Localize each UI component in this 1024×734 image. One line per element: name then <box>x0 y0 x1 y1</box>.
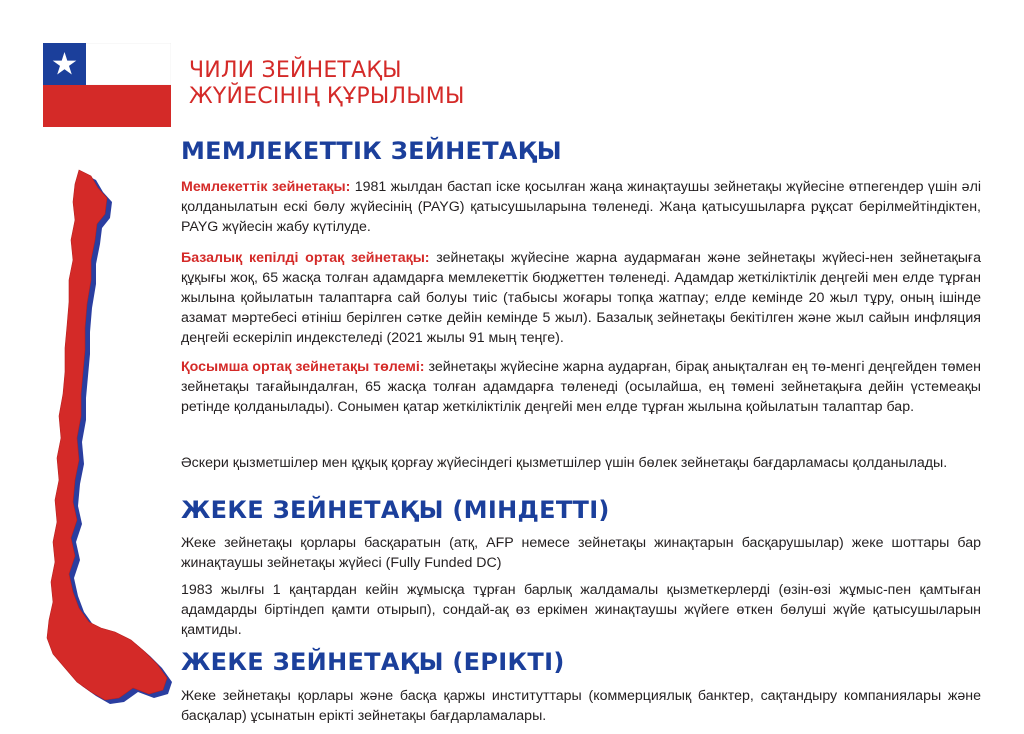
paragraph-mandatory-coverage: 1983 жылғы 1 қаңтардан кейін жұмысқа тұрған барлық жалдамалы қызметкерлерді (өзін-өзі жұмыс-пен қамтыған адамдарды біртіндеп қамти отырып), сондай-ақ өз еркімен жинақтаушы жүйеге өткен бөлуші жүйе қатысушыларын қамтиды. <box>181 582 981 638</box>
paragraph-text: зейнетақы жүйесіне жарна аударған, бірақ анықталған ең тө-менгі деңгейден төмен зейнетақы тағайындалған, 65 жасқа толған адамдарға төленеді (осылайша, ең төмені зейнетақыға дейін үстемеақы ретінде қолданылады). Сонымен қатар жеткіліктілік деңгейі мен елде тұрған жылына қойылатын талаптар бар. <box>181 359 981 415</box>
paragraph-supplementary-pension <box>181 357 981 417</box>
chile-map-icon <box>35 168 175 734</box>
paragraph-state-pension <box>181 177 981 237</box>
section-heading-mandatory: ЖЕКЕ ЗЕЙНЕТАҚЫ (МІНДЕТТІ) <box>181 496 610 524</box>
paragraph-lead: Мемлекеттік зейнетақы: <box>181 179 351 195</box>
paragraph-voluntary-programs: Жеке зейнетақы қорлары және басқа қаржы институттары (коммерциялық банктер, сақтандыру компаниялары және басқалар) ұсынатын ерікті зейнетақы бағдарламалары. <box>181 688 981 724</box>
chile-flag-icon <box>43 43 171 127</box>
page-title-line2: ЖҮЙЕСІНІҢ ҚҰРЫЛЫМЫ <box>189 84 465 109</box>
paragraph-text: зейнетақы жүйесіне жарна аудармаған және зейнетақы жүйесі-нен зейнетақыға құқығы жоқ, 65 жасқа толған адамдарға мемлекеттік бюджеттен төленеді. Адамдар жеткіліктілік деңгейі мен елде тұрған жылына қойылатын талаптарға сай болуы тиіс (табысы жоғары топқа жатпау; елде кемінде 20 жыл тұру, оның ішінде азамат мәртебесі өтініш берілген сәтке дейін кемінде 5 жыл). Базалық зейнетақы бекітілген және жыл сайын инфляция деңгейі ескеріліп индекстеледі (2021 жылы 91 мың теңге). <box>181 250 981 346</box>
page-title-line1: ЧИЛИ ЗЕЙНЕТАҚЫ <box>189 58 402 83</box>
paragraph-lead: Қосымша ортақ зейнетақы төлемі: <box>181 359 425 375</box>
section-heading-state: МЕМЛЕКЕТТІК ЗЕЙНЕТАҚЫ <box>181 137 562 165</box>
paragraph-lead: Базалық кепілді ортақ зейнетақы: <box>181 250 430 266</box>
paragraph-mandatory-system: Жеке зейнетақы қорлары басқаратын (атқ, AFP немесе зейнетақы жинақтарын басқарушылар) жеке шоттары бар жинақтаушы зейнетақы жүйесі (Fully Funded DC) <box>181 535 981 571</box>
section-heading-voluntary: ЖЕКЕ ЗЕЙНЕТАҚЫ (ЕРІКТІ) <box>181 648 565 676</box>
paragraph-basic-pension <box>181 248 981 348</box>
paragraph-military-pension: Әскери қызметшілер мен құқық қорғау жүйесіндегі қызметшілер үшін бөлек зейнетақы бағдарламасы қолданылады. <box>181 455 948 471</box>
paragraph-text: 1981 жылдан бастап іске қосылған жаңа жинақтаушы зейнетақы жүйесіне өтпегендер үшін әлі қолданылатын ескі бөлу жүйесінің (PAYG) қатысушыларына төленеді. Жаңа қатысушыларға рұқсат берілмейтіндіктен, PAYG жүйесін жабу күтілуде. <box>181 179 982 235</box>
page-title <box>189 58 465 110</box>
